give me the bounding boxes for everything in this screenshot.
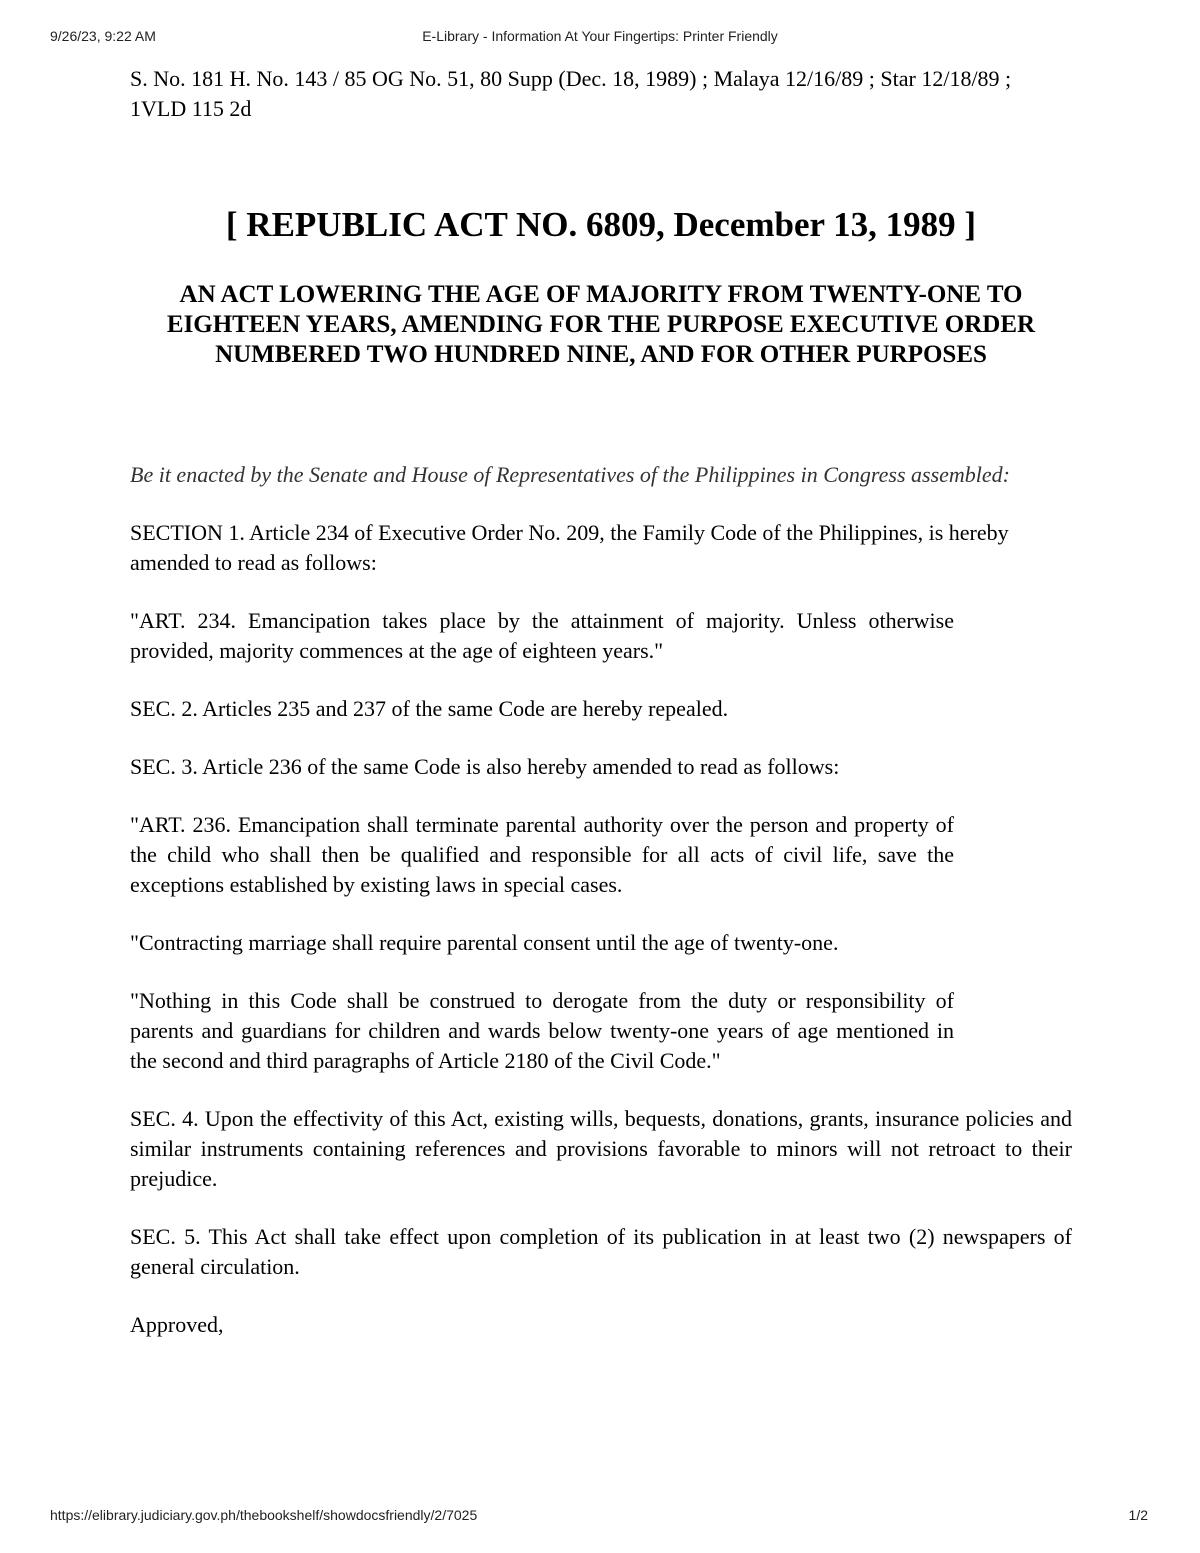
enacting-clause: Be it enacted by the Senate and House of Representatives of the Philippines in Congress assembled: (130, 462, 1011, 487)
act-title: [ REPUBLIC ACT NO. 6809, December 13, 1989 ] (225, 205, 977, 244)
section-3: SEC. 3. Article 236 of the same Code is also hereby amended to read as follows: (130, 754, 840, 779)
print-header-title: E-Library - Information At Your Fingertips: Printer Friendly (422, 28, 778, 44)
article-236-paragraph-3: "Nothing in this Code shall be construed to derogate from the duty or responsibility of parents and guardians for children and wards below twenty-one years of age mentioned in the second and third paragraphs of Article 2180 of the Civil Code." (130, 988, 954, 1073)
print-header-datetime: 9/26/23, 9:22 AM (50, 28, 156, 44)
print-footer-url: https://elibrary.judiciary.gov.ph/thebookshelf/showdocsfriendly/2/7025 (50, 1507, 478, 1523)
print-footer-page-number: 1/2 (1128, 1507, 1148, 1523)
approved-line: Approved, (130, 1312, 224, 1337)
section-4: SEC. 4. Upon the effectivity of this Act, existing wills, bequests, donations, grants, insurance policies and similar instruments containing references and provisions favorable to minors will not retroact to their prejudice. (130, 1106, 1072, 1191)
section-5: SEC. 5. This Act shall take effect upon completion of its publication in at least two (2) newspapers of general circulation. (130, 1224, 1072, 1279)
article-236-paragraph-1: "ART. 236. Emancipation shall terminate parental authority over the person and property of the child who shall then be qualified and responsible for all acts of civil life, save the exceptions established by existing laws in special cases. (130, 812, 954, 897)
article-236-paragraph-2: "Contracting marriage shall require parental consent until the age of twenty-one. (130, 930, 839, 955)
article-234-text: "ART. 234. Emancipation takes place by the attainment of majority. Unless otherwise provided, majority commences at the age of eighteen years." (130, 608, 954, 663)
act-subtitle: AN ACT LOWERING THE AGE OF MAJORITY FROM TWENTY-ONE TO EIGHTEEN YEARS, AMENDING FOR THE PURPOSE EXECUTIVE ORDER NUMBERED TWO HUNDRED NINE, AND FOR OTHER PURPOSES (166, 281, 1036, 368)
document-body (130, 64, 1072, 1340)
citation: S. No. 181 H. No. 143 / 85 OG No. 51, 80 Supp (Dec. 18, 1989) ; Malaya 12/16/89 ; Star 12/18/89 ; 1VLD 115 2d (130, 66, 1012, 121)
section-1: SECTION 1. Article 234 of Executive Order No. 209, the Family Code of the Philippines, is hereby amended to read as follows: (130, 520, 1009, 575)
section-2: SEC. 2. Articles 235 and 237 of the same Code are hereby repealed. (130, 696, 729, 721)
